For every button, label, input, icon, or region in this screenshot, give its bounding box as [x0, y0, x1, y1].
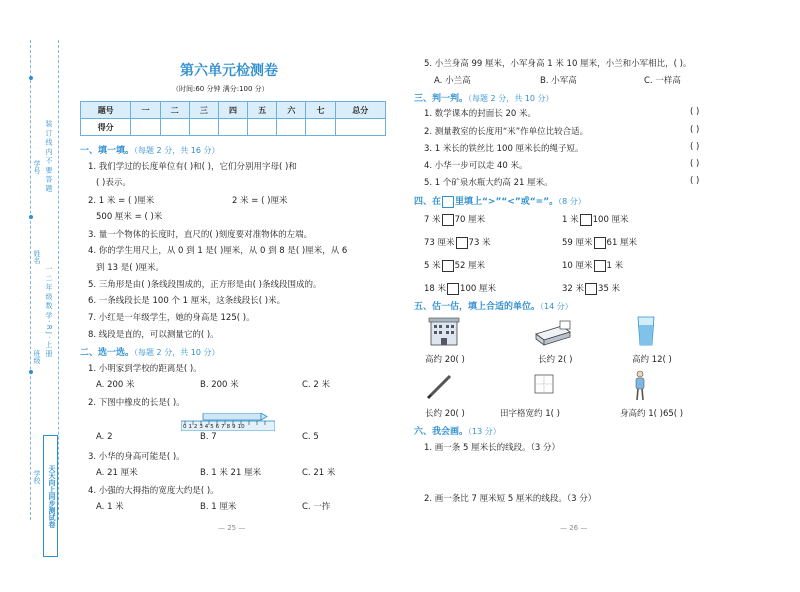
estimate-height: 身高约 1( )65( ): [620, 409, 684, 419]
score-cell[interactable]: [160, 119, 189, 136]
score-cell[interactable]: [248, 119, 277, 136]
compare-row: 59 厘米 61 厘米: [562, 238, 638, 248]
compare-box[interactable]: [594, 237, 606, 249]
compare-row: 7 米 70 厘米: [424, 215, 486, 225]
q2-part1: 2. 1 米 = ( )厘米: [88, 196, 155, 206]
person-icon: [632, 370, 648, 402]
exam-info: （时间:60 分钟 满分:100 分）: [172, 85, 269, 93]
choice-q4: 4. 小强的大拇指的宽度大约是( )。: [88, 486, 219, 496]
score-header-cell: 一: [131, 102, 160, 119]
building-icon: [428, 315, 460, 347]
score-header-cell: 题号: [81, 102, 131, 119]
draw-q1: 1. 画一条 5 厘米长的线段。（3 分）: [424, 443, 560, 453]
grid-box-icon: [534, 374, 554, 394]
judge-3: 3. 1 米长的铁丝比 100 厘米长的绳子短。: [424, 144, 584, 154]
page-number-right: — 26 —: [560, 524, 588, 532]
choice-q1-a[interactable]: A. 200 米: [96, 380, 135, 390]
choice-q1-c[interactable]: C. 2 米: [302, 380, 330, 390]
choice-q2-a[interactable]: A. 2: [96, 432, 113, 442]
student-id-label: 学号: [33, 160, 41, 174]
section-5-title: 五、估一估，填上合适的单位。（14 分）: [414, 302, 573, 312]
score-cell[interactable]: [189, 119, 218, 136]
choice-q3-c[interactable]: C. 21 米: [302, 468, 336, 478]
glass-icon: [636, 315, 656, 347]
choice-q5-a[interactable]: A. 小兰高: [434, 76, 471, 86]
page-title: 第六单元检测卷: [180, 63, 278, 79]
draw-q2: 2. 画一条比 7 厘米短 5 厘米的线段。（3 分）: [424, 494, 597, 504]
judge-1-answer[interactable]: ( ): [690, 107, 700, 117]
score-table: [80, 101, 386, 136]
score-row-label: 得分: [81, 119, 131, 136]
compare-box[interactable]: [442, 214, 454, 226]
choice-q3-a[interactable]: A. 21 厘米: [96, 468, 138, 478]
compare-row: 73 厘米 73 米: [424, 238, 491, 248]
score-cell[interactable]: [131, 119, 160, 136]
compare-box[interactable]: [585, 283, 597, 295]
compare-row: 1 米 100 厘米: [562, 215, 629, 225]
q1-line1: 1. 我们学过的长度单位有( )和( )，它们分别用字母( )和: [88, 162, 297, 172]
q7: 7. 小红是一年级学生，她的身高是 125( )。: [88, 313, 255, 323]
score-cell[interactable]: [277, 119, 306, 136]
choice-q3: 3. 小华的身高可能是( )。: [88, 452, 185, 462]
series-title: 天天向上同步测试卷: [43, 435, 58, 557]
compare-box[interactable]: [580, 214, 592, 226]
section-1-title: 一、填一填。（每题 2 分，共 16 分）: [80, 146, 220, 156]
score-header-cell: 四: [218, 102, 247, 119]
section-3-title: 三、判一判。（每题 2 分，共 10 分）: [414, 94, 554, 104]
estimate-grid: 田字格宽约 1( ): [500, 409, 560, 419]
q6: 6. 一条线段长是 100 个 1 厘米，这条线段长( )米。: [88, 296, 286, 306]
section-4-title: 四、在 里填上“>”“<”或“=”。（8 分）: [414, 197, 586, 207]
binding-strip: [10, 40, 72, 528]
score-header-cell: 三: [189, 102, 218, 119]
choice-q1-b[interactable]: B. 200 米: [200, 380, 239, 390]
ruler-ticks: 0 1 2 3 4 5 6 7 8 9 10: [183, 424, 245, 430]
q8: 8. 线段是直的，可以测量它的( )。: [88, 330, 219, 340]
q2-part3: 500 厘米 = ( )米: [96, 212, 163, 222]
choice-q2: 2. 下图中橡皮的长是( )。: [88, 398, 185, 408]
compare-box[interactable]: [447, 283, 459, 295]
q4-line2: 到 13 是( )厘米。: [96, 263, 165, 273]
score-header-cell: 总分: [335, 102, 385, 119]
score-cell[interactable]: [306, 119, 335, 136]
q5: 5. 三角形是由( )条线段围成的，正方形是由( )条线段围成的。: [88, 280, 322, 290]
q3: 3. 量一个物体的长度时，直尺的( )刻度要对准物体的左端。: [88, 230, 313, 240]
estimate-glass: 高约 12( ): [632, 355, 672, 365]
score-header-cell: 二: [160, 102, 189, 119]
choice-q5-b[interactable]: B. 小军高: [540, 76, 577, 86]
judge-5-answer[interactable]: ( ): [690, 176, 700, 186]
section-6-title: 六、我会画。（13 分）: [414, 427, 501, 437]
bed-icon: [532, 318, 572, 346]
grade-label: 一 二 年 级 数 学 · R J · 上 册: [45, 265, 53, 357]
judge-1: 1. 数学课本的封面长 20 米。: [424, 109, 537, 119]
seal-notice: 装 订 线 内 不 要 答 题: [45, 120, 53, 192]
choice-q2-c[interactable]: C. 5: [302, 432, 319, 442]
choice-q3-b[interactable]: B. 1 米 21 厘米: [200, 468, 262, 478]
q1-line2: ( )表示。: [96, 178, 131, 188]
choice-q2-b[interactable]: B. 7: [200, 432, 217, 442]
name-label: 姓名: [33, 250, 41, 264]
pencil-icon: [424, 372, 454, 402]
choice-q5: 5. 小兰身高 99 厘米，小军身高 1 米 10 厘米，小兰和小军相比，( )。: [424, 59, 692, 69]
compare-row: 10 厘米 1 米: [562, 261, 624, 271]
compare-row: 18 米 100 厘米: [424, 284, 496, 294]
score-header-cell: 七: [306, 102, 335, 119]
compare-box[interactable]: [442, 260, 454, 272]
q4-line1: 4. 你的学生用尺上，从 0 到 1 是( )厘米，从 0 到 8 是( )厘米，从 6: [88, 246, 348, 256]
score-cell[interactable]: [218, 119, 247, 136]
judge-2: 2. 测量教室的长度用“米”作单位比较合适。: [424, 127, 589, 137]
score-cell[interactable]: [335, 119, 385, 136]
score-header-cell: 六: [277, 102, 306, 119]
compare-box[interactable]: [594, 260, 606, 272]
estimate-bed: 长约 2( ): [538, 355, 573, 365]
judge-3-answer[interactable]: ( ): [690, 142, 700, 152]
compare-row: 32 米 35 米: [562, 284, 621, 294]
section-2-title: 二、选一选。（每题 2 分，共 10 分）: [80, 348, 220, 358]
judge-4: 4. 小华一步可以走 40 米。: [424, 161, 528, 171]
school-label: 学校: [33, 470, 41, 484]
choice-q5-c[interactable]: C. 一样高: [644, 76, 681, 86]
q2-part2: 2 米 = ( )厘米: [232, 196, 288, 206]
page-number-left: — 25 —: [218, 524, 246, 532]
judge-5: 5. 1 个矿泉水瓶大约高 21 厘米。: [424, 178, 553, 188]
judge-4-answer[interactable]: ( ): [690, 159, 700, 169]
estimate-building: 高约 20( ): [425, 355, 465, 365]
choice-q4-a[interactable]: A. 1 米: [96, 502, 124, 512]
choice-q4-c[interactable]: C. 一拃: [302, 502, 331, 512]
judge-2-answer[interactable]: ( ): [690, 125, 700, 135]
score-header-cell: 五: [248, 102, 277, 119]
choice-q4-b[interactable]: B. 1 厘米: [200, 502, 237, 512]
compare-box[interactable]: [456, 237, 468, 249]
choice-q1: 1. 小明家到学校的距离是( )。: [88, 364, 202, 374]
class-label: 班级: [33, 350, 41, 364]
compare-row: 5 米 52 厘米: [424, 261, 486, 271]
ruler-with-eraser: [181, 413, 275, 431]
estimate-pencil: 长约 20( ): [425, 409, 465, 419]
